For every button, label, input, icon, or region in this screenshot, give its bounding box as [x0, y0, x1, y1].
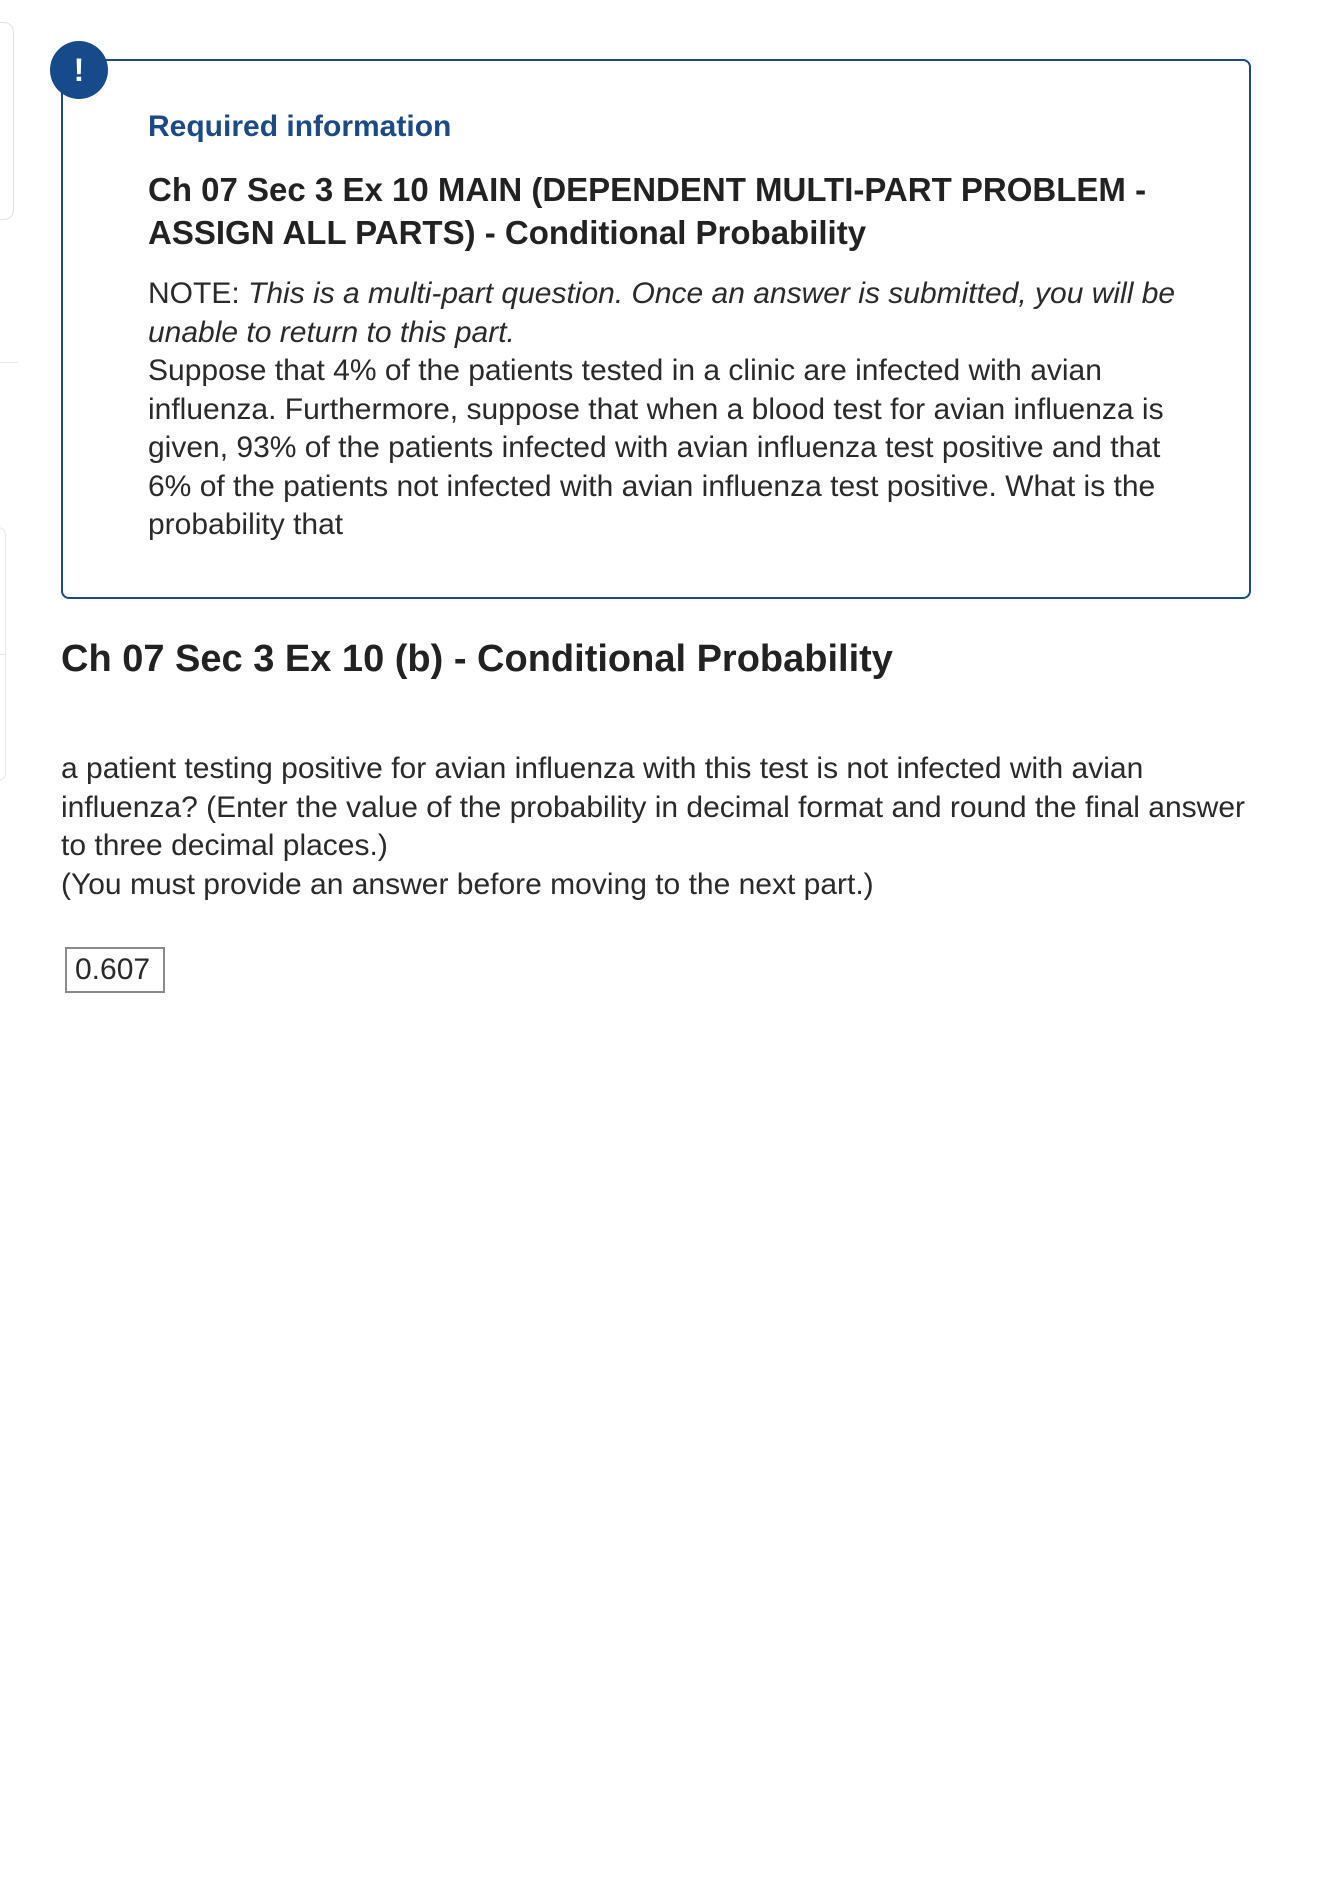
- neighbor-panel-edge-middle: [0, 527, 6, 781]
- required-information-label: Required information: [148, 110, 452, 143]
- exclamation-icon: !: [50, 41, 108, 99]
- note-text: This is a multi-part question. Once an answer is submitted, you will be unable to return to this part.: [148, 277, 1176, 349]
- neighbor-divider: [0, 362, 18, 363]
- neighbor-panel-edge-top: [0, 22, 14, 220]
- note-label: NOTE:: [148, 277, 240, 310]
- question-text: [61, 750, 1261, 904]
- question-prompt: a patient testing positive for avian influenza with this test is not infected with avian influenza? (Enter the value of the probability in decimal format and round the final answer to three decimal places.): [61, 752, 1246, 862]
- neighbor-panel-separator: [0, 654, 5, 655]
- answer-input[interactable]: 0.607: [65, 947, 165, 993]
- problem-statement: Suppose that 4% of the patients tested in a clinic are infected with avian influenza. Furthermore, suppose that when a blood test for avian influenza is given, 93% of the patients infected with avian influenza test positive and that 6% of the patients not infected with avian influenza test positive. What is the probability that: [148, 354, 1164, 541]
- part-title: Ch 07 Sec 3 Ex 10 (b) - Conditional Probability: [61, 638, 893, 680]
- required-information-body: [148, 275, 1178, 545]
- main-problem-title: Ch 07 Sec 3 Ex 10 MAIN (DEPENDENT MULTI-PART PROBLEM - ASSIGN ALL PARTS) - Conditional Probability: [148, 171, 1147, 251]
- answer-required-instruction: (You must provide an answer before moving to the next part.): [61, 867, 874, 901]
- note-paragraph: [148, 275, 1178, 352]
